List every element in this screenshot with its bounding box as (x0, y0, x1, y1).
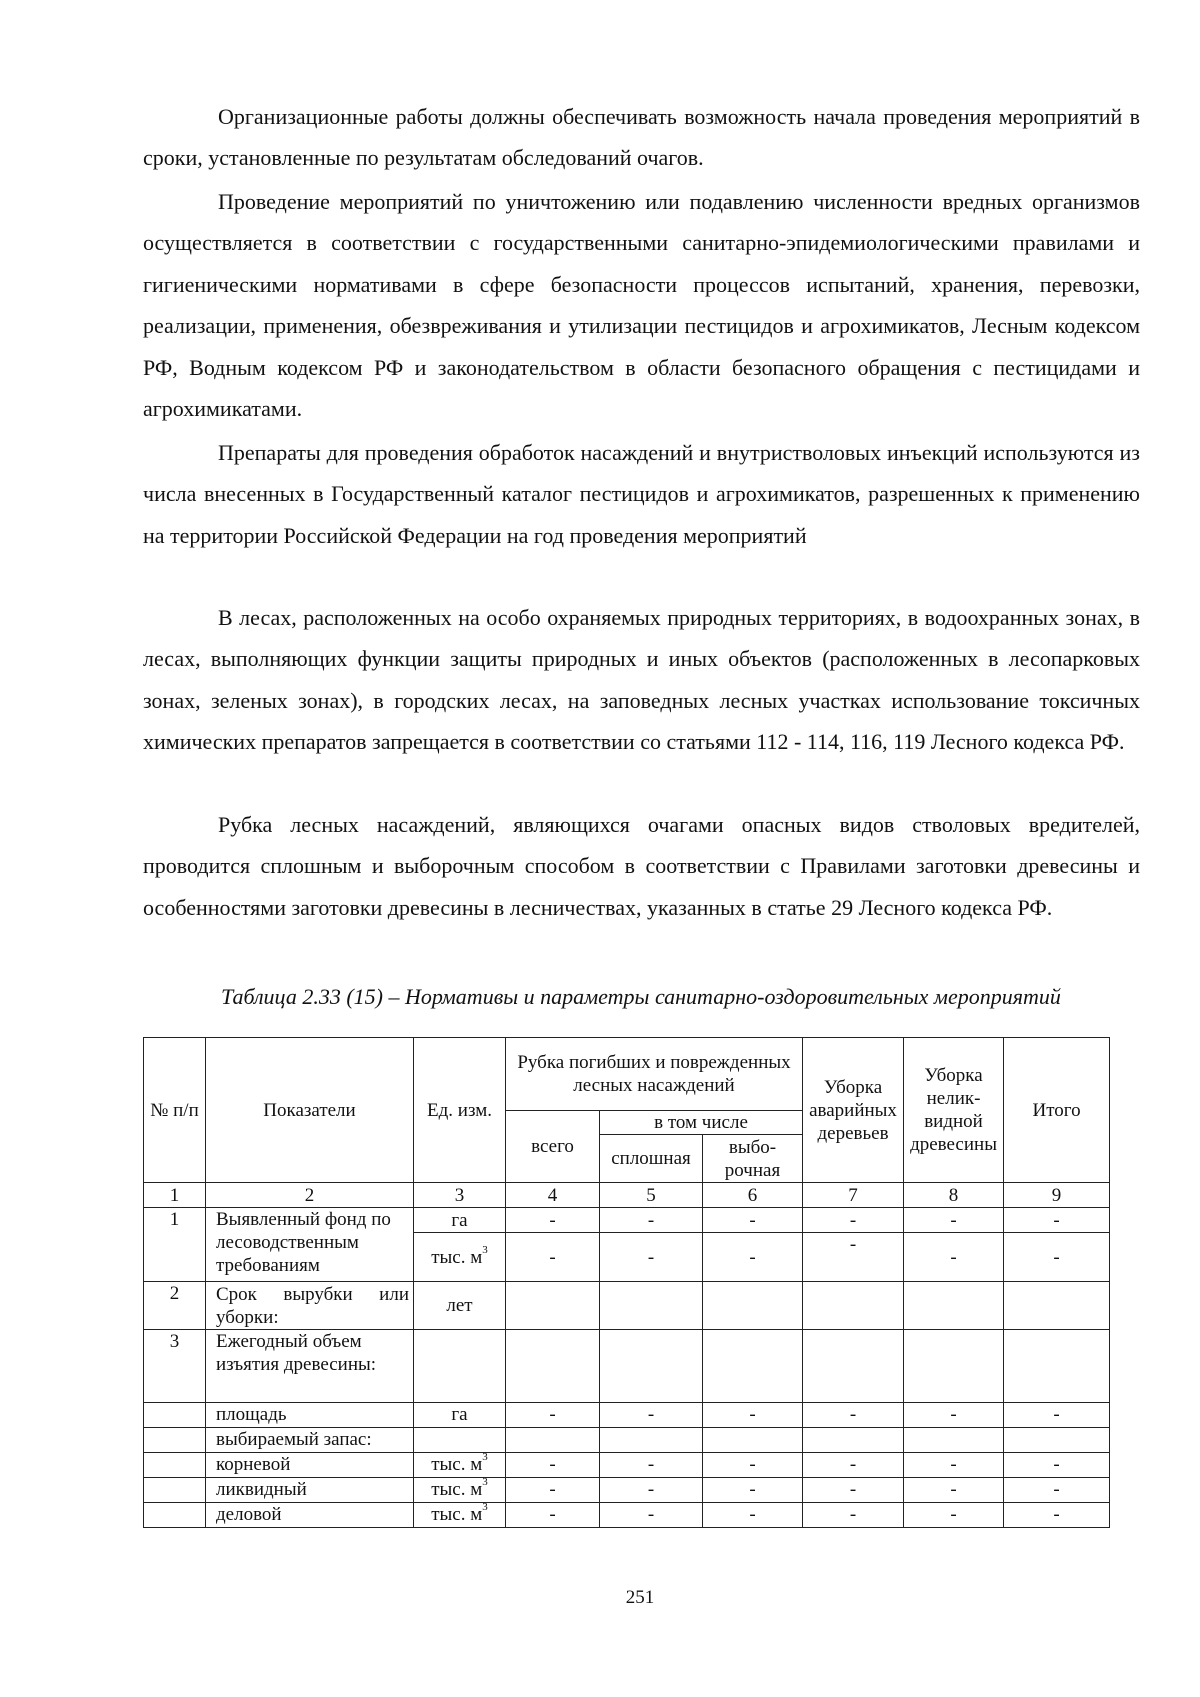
column-index: 8 (904, 1183, 1004, 1208)
page-number: 251 (625, 1587, 655, 1608)
cell-value: - (803, 1453, 904, 1478)
cell-value: - (600, 1403, 703, 1428)
row-num: 3 (144, 1330, 206, 1403)
header-unit: Ед. изм. (414, 1038, 506, 1183)
cell-value (803, 1428, 904, 1453)
column-index: 5 (600, 1183, 703, 1208)
header-including: в том числе (600, 1111, 803, 1135)
cell-value (703, 1330, 803, 1403)
cell-value: - (1004, 1503, 1110, 1528)
cell-value: - (803, 1208, 904, 1233)
row-unit: га (414, 1403, 506, 1428)
cell-value: - (1004, 1233, 1110, 1282)
header-emergency-trees: Уборка аварийных деревьев (803, 1038, 904, 1183)
header-total: Итого (1004, 1038, 1110, 1183)
unit-superscript: 3 (482, 1452, 488, 1463)
paragraph-protected-forests: В лесах, расположенных на особо охраняемых природных территориях, в водоохранных зонах, в лесах, выполняющих функции защиты природных и иных объектов (расположенных в лесопарковых зонах, зеленых зонах), в городских лесах, на заповедных лесных участках использование токсичных химических препаратов запрещается в соответствии со статьями 112 - 114, 116, 119 Лесного кодекса РФ. (143, 605, 1140, 755)
cell-value: - (703, 1478, 803, 1503)
unit-superscript: 3 (482, 1502, 488, 1513)
cell-value (904, 1330, 1004, 1403)
column-index: 7 (803, 1183, 904, 1208)
cell-value (506, 1330, 600, 1403)
header-selective-cut: выборочная (703, 1135, 803, 1183)
column-index: 2 (206, 1183, 414, 1208)
row-indicator: площадь (206, 1403, 414, 1428)
header-num: № п/п (144, 1038, 206, 1183)
row-indicator: Срок вырубки или уборки: (206, 1282, 414, 1330)
cell-value: - (1004, 1478, 1110, 1503)
cell-value: - (506, 1208, 600, 1233)
cell-value (703, 1282, 803, 1330)
cell-value (703, 1428, 803, 1453)
cell-value: - (703, 1503, 803, 1528)
cell-value: - (600, 1233, 703, 1282)
cell-value: - (703, 1403, 803, 1428)
row-indicator: корневой (206, 1453, 414, 1478)
column-index: 1 (144, 1183, 206, 1208)
row-unit (414, 1330, 506, 1403)
table-caption: Таблица 2.33 (15) – Нормативы и параметры санитарно-оздоровительных мероприятий (221, 984, 1061, 1009)
cell-value: - (803, 1503, 904, 1528)
cell-value: - (904, 1453, 1004, 1478)
header-felling-total: всего (506, 1111, 600, 1183)
row-unit (414, 1453, 506, 1478)
cell-value: - (600, 1478, 703, 1503)
cell-value: - (1004, 1453, 1110, 1478)
header-clear-cut: сплошная (600, 1135, 703, 1183)
paragraph-preparations: Препараты для проведения обработок насаждений и внутристволовых инъекций используются из числа внесенных в Государственный каталог пестицидов и агрохимикатов, разрешенных к применению на территории Российской Федерации на год проведения мероприятий (143, 440, 1140, 548)
cell-value: - (506, 1503, 600, 1528)
row-num (144, 1503, 206, 1528)
cell-value: - (703, 1233, 803, 1282)
cell-value: - (600, 1208, 703, 1233)
cell-value: - (506, 1403, 600, 1428)
header-indicator: Показатели (206, 1038, 414, 1183)
row-unit (414, 1233, 506, 1282)
row-num (144, 1478, 206, 1503)
cell-value (904, 1428, 1004, 1453)
cell-value: - (506, 1233, 600, 1282)
cell-value: - (904, 1233, 1004, 1282)
cell-value: - (506, 1453, 600, 1478)
table-row (144, 1428, 1110, 1453)
unit-text: тыс. м (431, 1246, 483, 1268)
unit-text: тыс. м (431, 1504, 483, 1525)
paragraph-organizational-works: Организационные работы должны обеспечивать возможность начала проведения мероприятий в сроки, установленные по результатам обследований очагов. (143, 104, 1140, 171)
header-felling: Рубка погибших и поврежденных лесных насаждений (506, 1038, 803, 1111)
column-index: 9 (1004, 1183, 1110, 1208)
unit-text: тыс. м (431, 1479, 483, 1500)
cell-value (1004, 1330, 1110, 1403)
row-num: 2 (144, 1282, 206, 1330)
unit-superscript: 3 (482, 1243, 488, 1256)
table-row (144, 1208, 1110, 1233)
column-index: 4 (506, 1183, 600, 1208)
table-row (144, 1282, 1110, 1330)
cell-value: - (904, 1478, 1004, 1503)
cell-value (600, 1330, 703, 1403)
table-row (144, 1330, 1110, 1403)
cell-value (803, 1330, 904, 1403)
row-indicator: деловой (206, 1503, 414, 1528)
cell-value (506, 1282, 600, 1330)
row-indicator: выбираемый запас: (206, 1428, 414, 1453)
cell-value (1004, 1282, 1110, 1330)
row-indicator: Ежегодный объем изъятия древесины: (206, 1330, 414, 1403)
cell-value: - (600, 1453, 703, 1478)
header-illiquid-wood: Уборка неликвидной древесины (904, 1038, 1004, 1183)
cell-value: - (703, 1208, 803, 1233)
table-row (144, 1453, 1110, 1478)
column-index-row (144, 1183, 1110, 1208)
cell-value (600, 1282, 703, 1330)
cell-value: - (703, 1453, 803, 1478)
row-indicator: Выявленный фонд по лесоводственным требованиям (206, 1208, 414, 1282)
unit-superscript: 3 (482, 1477, 488, 1488)
row-unit (414, 1428, 506, 1453)
cell-value (904, 1282, 1004, 1330)
cell-value: - (1004, 1403, 1110, 1428)
table-row (144, 1478, 1110, 1503)
column-index: 3 (414, 1183, 506, 1208)
cell-value: - (803, 1233, 904, 1282)
cell-value: - (904, 1208, 1004, 1233)
cell-value: - (1004, 1208, 1110, 1233)
row-num (144, 1453, 206, 1478)
cell-value: - (600, 1503, 703, 1528)
table-row (144, 1503, 1110, 1528)
cell-value: - (803, 1403, 904, 1428)
row-unit: га (414, 1208, 506, 1233)
paragraph-felling: Рубка лесных насаждений, являющихся очагами опасных видов стволовых вредителей, проводится сплошным и выборочным способом в соответствии с Правилами заготовки древесины и особенностями заготовки древесины в лесничествах, указанных в статье 29 Лесного кодекса РФ. (143, 812, 1140, 920)
table-row (144, 1403, 1110, 1428)
unit-text: тыс. м (431, 1454, 483, 1475)
row-unit (414, 1503, 506, 1528)
row-num (144, 1428, 206, 1453)
row-num: 1 (144, 1208, 206, 1282)
row-num (144, 1403, 206, 1428)
cell-value: - (904, 1403, 1004, 1428)
cell-value: - (904, 1503, 1004, 1528)
cell-value: - (803, 1478, 904, 1503)
cell-value (1004, 1428, 1110, 1453)
cell-value (506, 1428, 600, 1453)
cell-value (803, 1282, 904, 1330)
cell-value: - (506, 1478, 600, 1503)
paragraph-pest-control: Проведение мероприятий по уничтожению или подавлению численности вредных организмов осуществляется в соответствии с государственными санитарно-эпидемиологическими правилами и гигиеническими нормативами в сфере безопасности процессов испытаний, хранения, перевозки, реализации, применения, обезвреживания и утилизации пестицидов и агрохимикатов, Лесным кодексом РФ, Водным кодексом РФ и законодательством в области безопасного обращения с пестицидами и агрохимикатами. (143, 189, 1140, 422)
column-index: 6 (703, 1183, 803, 1208)
cell-value (600, 1428, 703, 1453)
sanitary-measures-table (143, 1037, 1110, 1528)
row-unit (414, 1478, 506, 1503)
row-unit: лет (414, 1282, 506, 1330)
row-indicator: ликвидный (206, 1478, 414, 1503)
